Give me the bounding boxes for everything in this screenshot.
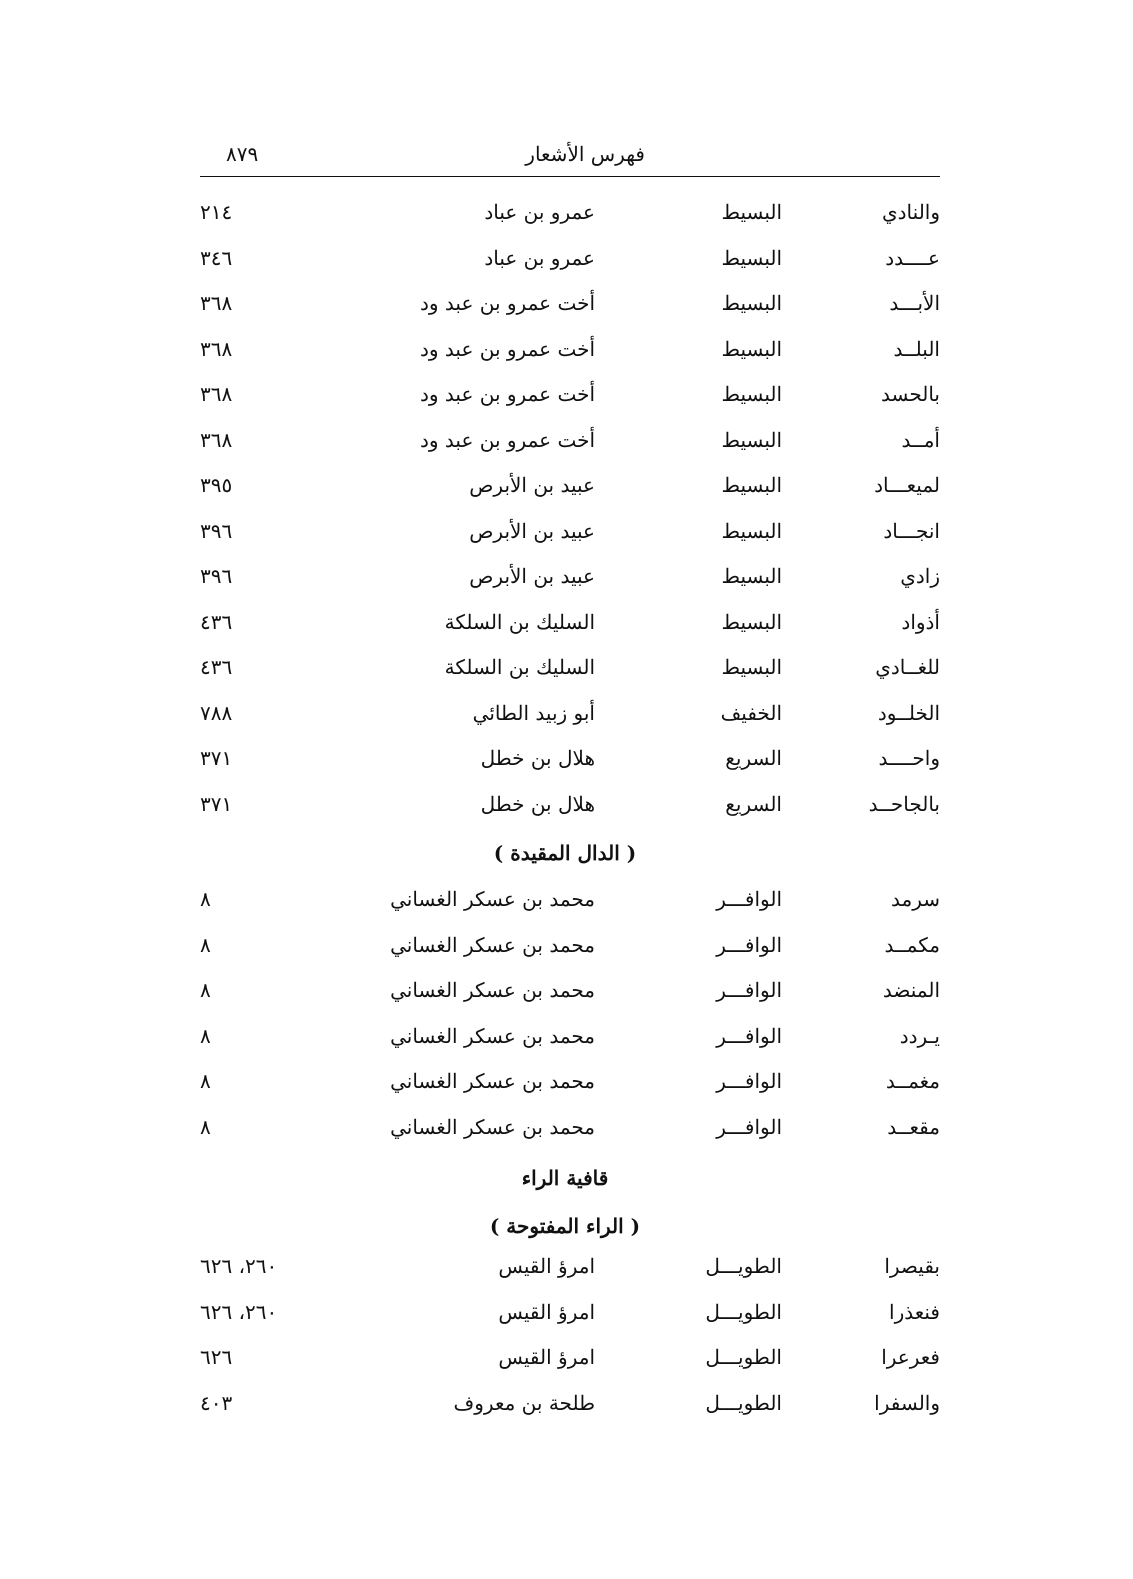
meter: البسيط (721, 518, 782, 543)
index-row (150, 1069, 940, 1115)
meter: البسيط (721, 291, 782, 315)
page-ref: ٦٢٦ (200, 1345, 233, 1369)
page-header (200, 140, 940, 177)
index-row (150, 337, 940, 383)
meter: البسيط (721, 427, 782, 452)
page-ref: ٣٦٨ (200, 291, 233, 315)
meter: البسيط (721, 382, 782, 406)
meter: الوافـــر (716, 1114, 782, 1139)
poet: هلال بن خطل (480, 746, 595, 770)
meter: البسيط (721, 473, 782, 497)
page-ref: ٣٧١ (200, 746, 233, 770)
index-row (150, 200, 940, 246)
meter: البسيط (721, 200, 782, 224)
poet: أخت عمرو بن عبد ود (420, 291, 595, 315)
rhyme-word: مقعــد (887, 1114, 940, 1139)
rhyme-word: لميعـــاد (874, 473, 940, 497)
poet: محمد بن عسكر الغساني (390, 978, 595, 1002)
rhyme-word: أذواد (901, 609, 940, 634)
index-row (150, 701, 940, 747)
rhyme-word: البلــد (893, 336, 940, 361)
subsection-heading: ( الراء المفتوحة ) (489, 1214, 641, 1238)
page-ref: ٢٦٠، ٦٢٦ (200, 1254, 278, 1278)
meter: البسيط (721, 655, 782, 679)
index-row (150, 428, 940, 474)
page-ref: ٢٦٠، ٦٢٦ (200, 1299, 278, 1324)
rhyme-word: عــــدد (885, 245, 940, 270)
meter: الطويـــل (705, 1390, 782, 1415)
index-row (150, 473, 940, 519)
index-row (150, 746, 940, 792)
index-row (150, 1391, 940, 1437)
index-row (150, 792, 940, 838)
meter: السريع (725, 791, 782, 816)
poet: عمرو بن عباد (484, 245, 595, 270)
rhyme-word: زادي (900, 564, 940, 588)
page-ref: ٣٧١ (200, 791, 233, 816)
page-ref: ٣٦٨ (200, 382, 233, 406)
poet: عبيد بن الأبرص (469, 518, 595, 543)
page-ref: ٢١٤ (200, 200, 233, 224)
poet: محمد بن عسكر الغساني (390, 1023, 595, 1048)
page-ref: ٧٨٨ (200, 700, 233, 725)
rhyme-word: مكمــد (884, 932, 940, 957)
rhyme-word: فنعذرا (889, 1299, 940, 1324)
page-ref: ٤٣٦ (200, 655, 233, 679)
poet: محمد بن عسكر الغساني (390, 1069, 595, 1093)
rhyme-word: والنادي (882, 200, 940, 224)
page-ref: ٨ (200, 932, 211, 957)
rhyme-word: بقيصرا (884, 1254, 940, 1278)
rhyme-word: فعرعرا (881, 1345, 940, 1369)
rhyme-word: أمــد (901, 427, 940, 452)
index-row (150, 246, 940, 292)
page-ref: ٤٠٣ (200, 1390, 233, 1415)
poet: السليك بن السلكة (444, 609, 595, 634)
meter: الوافـــر (716, 978, 782, 1002)
poet: أخت عمرو بن عبد ود (420, 427, 595, 452)
rhyme-word: والسفرا (874, 1390, 940, 1415)
meter: الخفيف (720, 700, 782, 725)
index-row (150, 519, 940, 565)
page-ref: ٨ (200, 1114, 211, 1139)
page-number: ٨٧٩ (226, 142, 259, 166)
group-dal-muqayyada (150, 841, 940, 1160)
rhyme-word: سرمد (890, 887, 940, 911)
rhyme-word: المنضد (882, 978, 940, 1002)
rhyme-word: بالحسد (880, 382, 940, 406)
poet: عبيد بن الأبرص (469, 473, 595, 497)
poet: محمد بن عسكر الغساني (390, 932, 595, 957)
index-row (150, 978, 940, 1024)
meter: الوافـــر (716, 887, 782, 911)
meter: الطويـــل (705, 1345, 782, 1369)
poet: أبو زبيد الطائي (472, 700, 595, 725)
poetry-index (150, 200, 940, 1436)
poet: السليك بن السلكة (444, 655, 595, 679)
poet: طلحة بن معروف (453, 1390, 595, 1415)
rhyme-word: للغــادي (875, 655, 940, 679)
meter: السريع (725, 746, 782, 770)
poet: امرؤ القيس (498, 1345, 595, 1369)
index-row (150, 655, 940, 701)
rhyme-word: الخلــود (877, 700, 940, 725)
page-ref: ٣٩٥ (200, 473, 233, 497)
poet: محمد بن عسكر الغساني (390, 887, 595, 911)
subsection-heading: ( الدال المقيدة ) (493, 841, 637, 865)
page-ref: ٤٣٦ (200, 609, 233, 634)
meter: البسيط (721, 336, 782, 361)
index-row (150, 291, 940, 337)
rhyme-word: بالجاحــد (868, 791, 940, 816)
page-ref: ٨ (200, 1023, 211, 1048)
poet: أخت عمرو بن عبد ود (420, 336, 595, 361)
poet: هلال بن خطل (480, 791, 595, 816)
meter: الطويـــل (705, 1254, 782, 1278)
meter: البسيط (721, 609, 782, 634)
poet: عمرو بن عباد (484, 200, 595, 224)
index-row (150, 610, 940, 656)
meter: الوافـــر (716, 1069, 782, 1093)
group-dal-mutlaqa (150, 200, 940, 837)
page-ref: ٣٦٨ (200, 427, 233, 452)
page-ref: ٨ (200, 887, 211, 911)
index-row (150, 887, 940, 933)
poet: امرؤ القيس (498, 1299, 595, 1324)
page-ref: ٣٩٦ (200, 564, 233, 588)
index-row (150, 1024, 940, 1070)
index-row (150, 382, 940, 428)
page-ref: ٨ (200, 1069, 211, 1093)
rhyme-word: يـردد (899, 1023, 940, 1048)
index-row (150, 564, 940, 610)
page-ref: ٣٤٦ (200, 245, 233, 270)
index-row (150, 1300, 940, 1346)
page-ref: ٣٦٨ (200, 336, 233, 361)
meter: الوافـــر (716, 1023, 782, 1048)
page-ref: ٨ (200, 978, 211, 1002)
rhyme-word: الأبـــد (889, 291, 940, 315)
rhyme-word: واحــــد (878, 746, 940, 770)
poet: عبيد بن الأبرص (469, 564, 595, 588)
page-ref: ٣٩٦ (200, 518, 233, 543)
index-row (150, 933, 940, 979)
rhyme-word: انجـــاد (883, 518, 940, 543)
meter: البسيط (721, 245, 782, 270)
meter: الوافـــر (716, 932, 782, 957)
index-row (150, 1254, 940, 1300)
meter: الطويـــل (705, 1299, 782, 1324)
poet: أخت عمرو بن عبد ود (420, 382, 595, 406)
rhyme-word: مغمــد (885, 1069, 940, 1093)
index-row (150, 1345, 940, 1391)
meter: البسيط (721, 564, 782, 588)
index-row (150, 1115, 940, 1161)
section-title: قافية الراء (521, 1166, 609, 1190)
page-title: فهرس الأشعار (525, 142, 645, 166)
poet: امرؤ القيس (498, 1254, 595, 1278)
poet: محمد بن عسكر الغساني (390, 1114, 595, 1139)
group-ra-maftuha (150, 1166, 940, 1436)
